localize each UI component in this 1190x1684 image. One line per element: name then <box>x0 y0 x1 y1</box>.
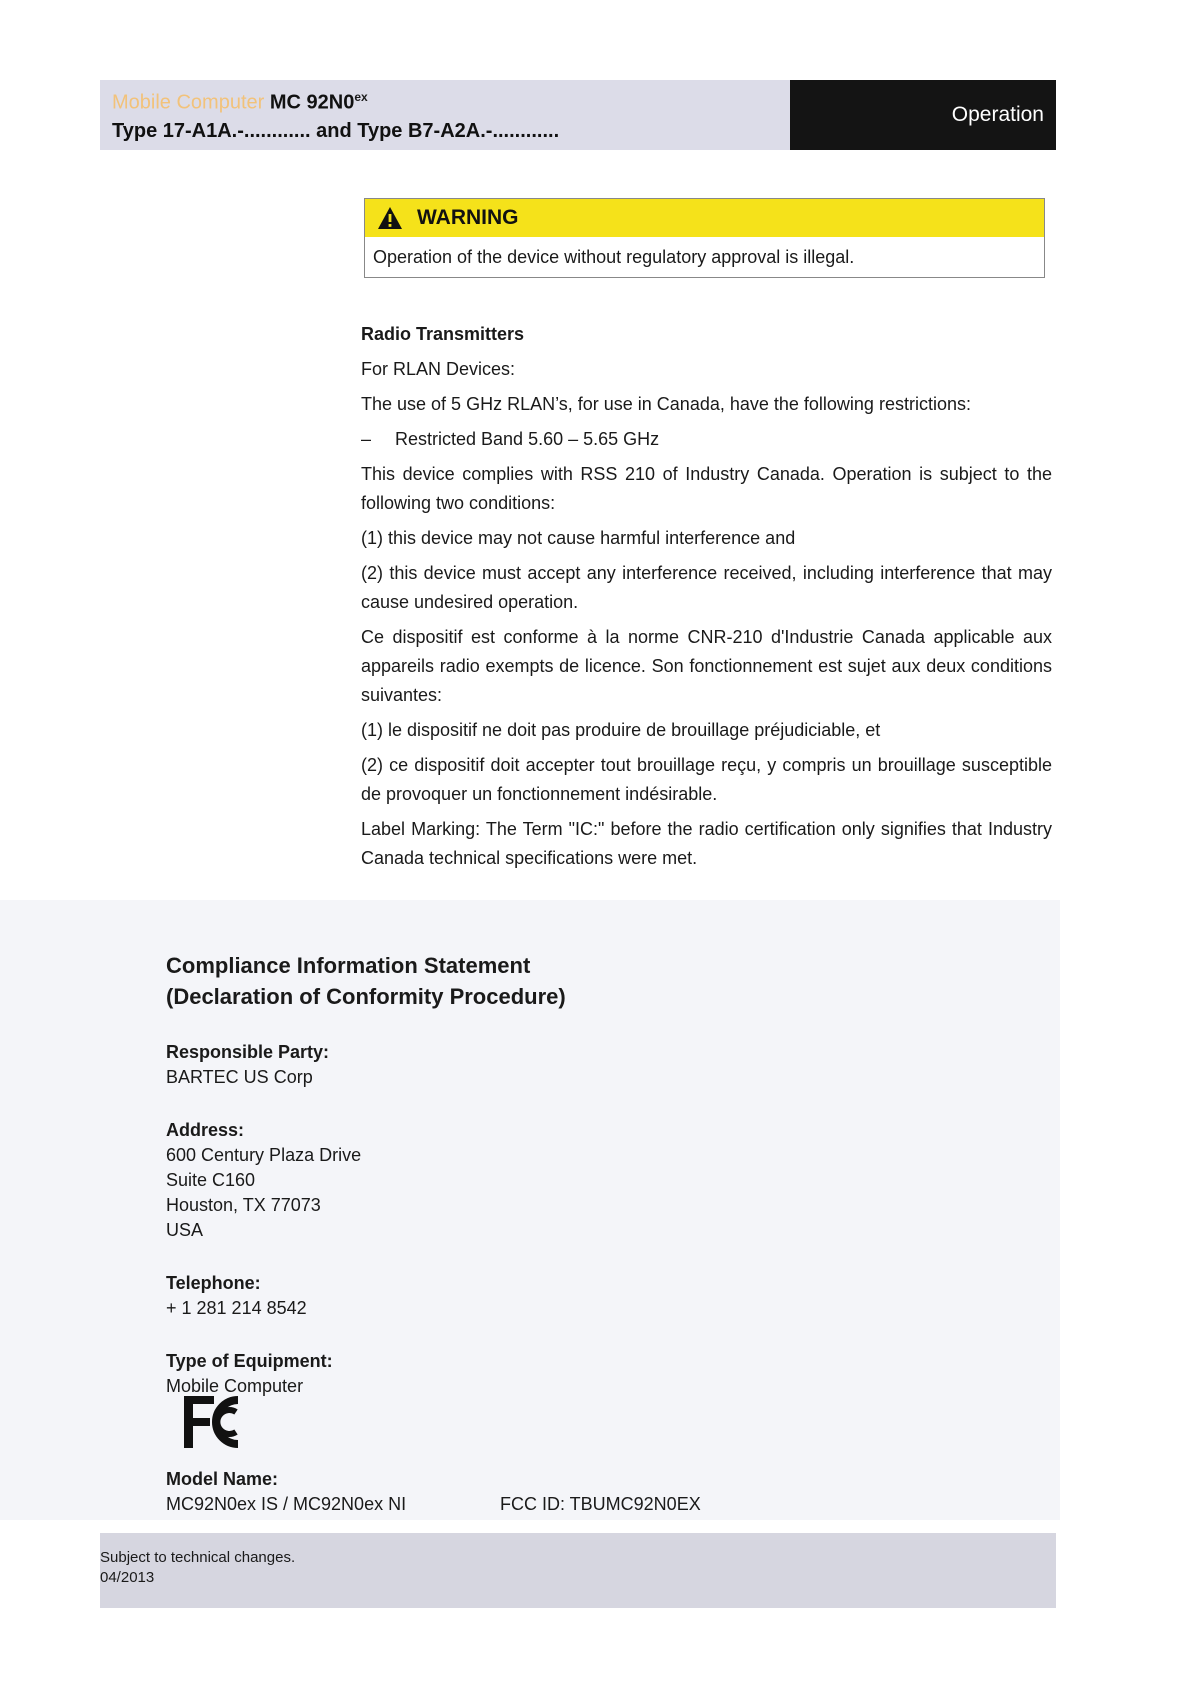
model-name <box>166 1467 406 1517</box>
radio-heading: Radio Transmitters <box>361 324 525 344</box>
radio-section <box>361 320 1052 879</box>
footer-line2: 04/2013 <box>100 1569 155 1586</box>
compliance-title-line1: Compliance Information Statement <box>166 953 531 978</box>
address-label: Address: <box>166 1120 245 1140</box>
responsible-party <box>166 1040 866 1090</box>
compliance-section <box>166 950 866 1399</box>
paragraph: (1) le dispositif ne doit pas produire de brouillage préjudiciable, et <box>361 720 881 740</box>
responsible-value: BARTEC US Corp <box>166 1067 313 1087</box>
compliance-title-line2: (Declaration of Conformity Procedure) <box>166 984 566 1009</box>
address <box>166 1118 866 1243</box>
address-line: USA <box>166 1220 204 1240</box>
section-label: Operation <box>790 80 1056 150</box>
address-line: Suite C160 <box>166 1170 256 1190</box>
header-bar <box>100 80 790 150</box>
paragraph: (2) ce dispositif doit accepter tout brouillage reçu, y compris un brouillage susceptible de provoquer un fonctionnement indésirable. <box>361 755 1052 804</box>
telephone-value: + 1 281 214 8542 <box>166 1298 307 1318</box>
warning-box <box>364 198 1045 278</box>
warning-header <box>365 199 1044 237</box>
footer-bar <box>100 1533 1056 1608</box>
header-type-line: Type 17-A1A.-............ and Type B7-A2A.-............ <box>112 120 560 142</box>
paragraph: For RLAN Devices: <box>361 359 516 379</box>
equipment-type <box>166 1349 866 1399</box>
equipment-value: Mobile Computer <box>166 1376 304 1396</box>
telephone-label: Telephone: <box>166 1273 261 1293</box>
header-brand: Mobile Computer <box>112 91 265 114</box>
warning-title: WARNING <box>417 206 519 229</box>
address-line: Houston, TX 77073 <box>166 1195 321 1215</box>
header-model: MC 92N0 <box>269 91 355 114</box>
model-label: Model Name: <box>166 1469 279 1489</box>
paragraph: Ce dispositif est conforme à la norme CNR-210 d'Industrie Canada applicable aux appareils radio exempts de licence. Son fonctionnement est sujet aux deux conditions suivantes: <box>361 627 1052 705</box>
fcc-logo-icon <box>180 1392 260 1452</box>
fcc-logo <box>180 1392 260 1457</box>
paragraph: Label Marking: The Term "IC:" before the radio certification only signifies that Industry Canada technical specifications were met. <box>361 819 1052 868</box>
warning-text: Operation of the device without regulatory approval is illegal. <box>373 247 855 267</box>
responsible-label: Responsible Party: <box>166 1042 330 1062</box>
header-title <box>112 90 368 115</box>
model-value: MC92N0ex IS / MC92N0ex NI <box>166 1494 407 1514</box>
bullet-item <box>361 425 1052 454</box>
header-model-sup: ex <box>354 90 368 104</box>
fcc-id: FCC ID: TBUMC92N0EX <box>500 1494 701 1514</box>
equipment-label: Type of Equipment: <box>166 1351 333 1371</box>
paragraph: This device complies with RSS 210 of Industry Canada. Operation is subject to the following two conditions: <box>361 464 1052 513</box>
paragraph: (2) this device must accept any interference received, including interference that may cause undesired operation. <box>361 563 1052 612</box>
address-line: 600 Century Plaza Drive <box>166 1145 362 1165</box>
bullet-text: Restricted Band 5.60 – 5.65 GHz <box>395 429 660 449</box>
footer-line1: Subject to technical changes. <box>100 1549 296 1566</box>
warning-triangle-icon <box>377 206 403 230</box>
footer-text <box>100 1548 295 1588</box>
bullet-dash: – <box>361 429 372 449</box>
paragraph: (1) this device may not cause harmful interference and <box>361 528 796 548</box>
paragraph: The use of 5 GHz RLAN’s, for use in Canada, have the following restrictions: <box>361 394 971 414</box>
telephone <box>166 1271 866 1321</box>
